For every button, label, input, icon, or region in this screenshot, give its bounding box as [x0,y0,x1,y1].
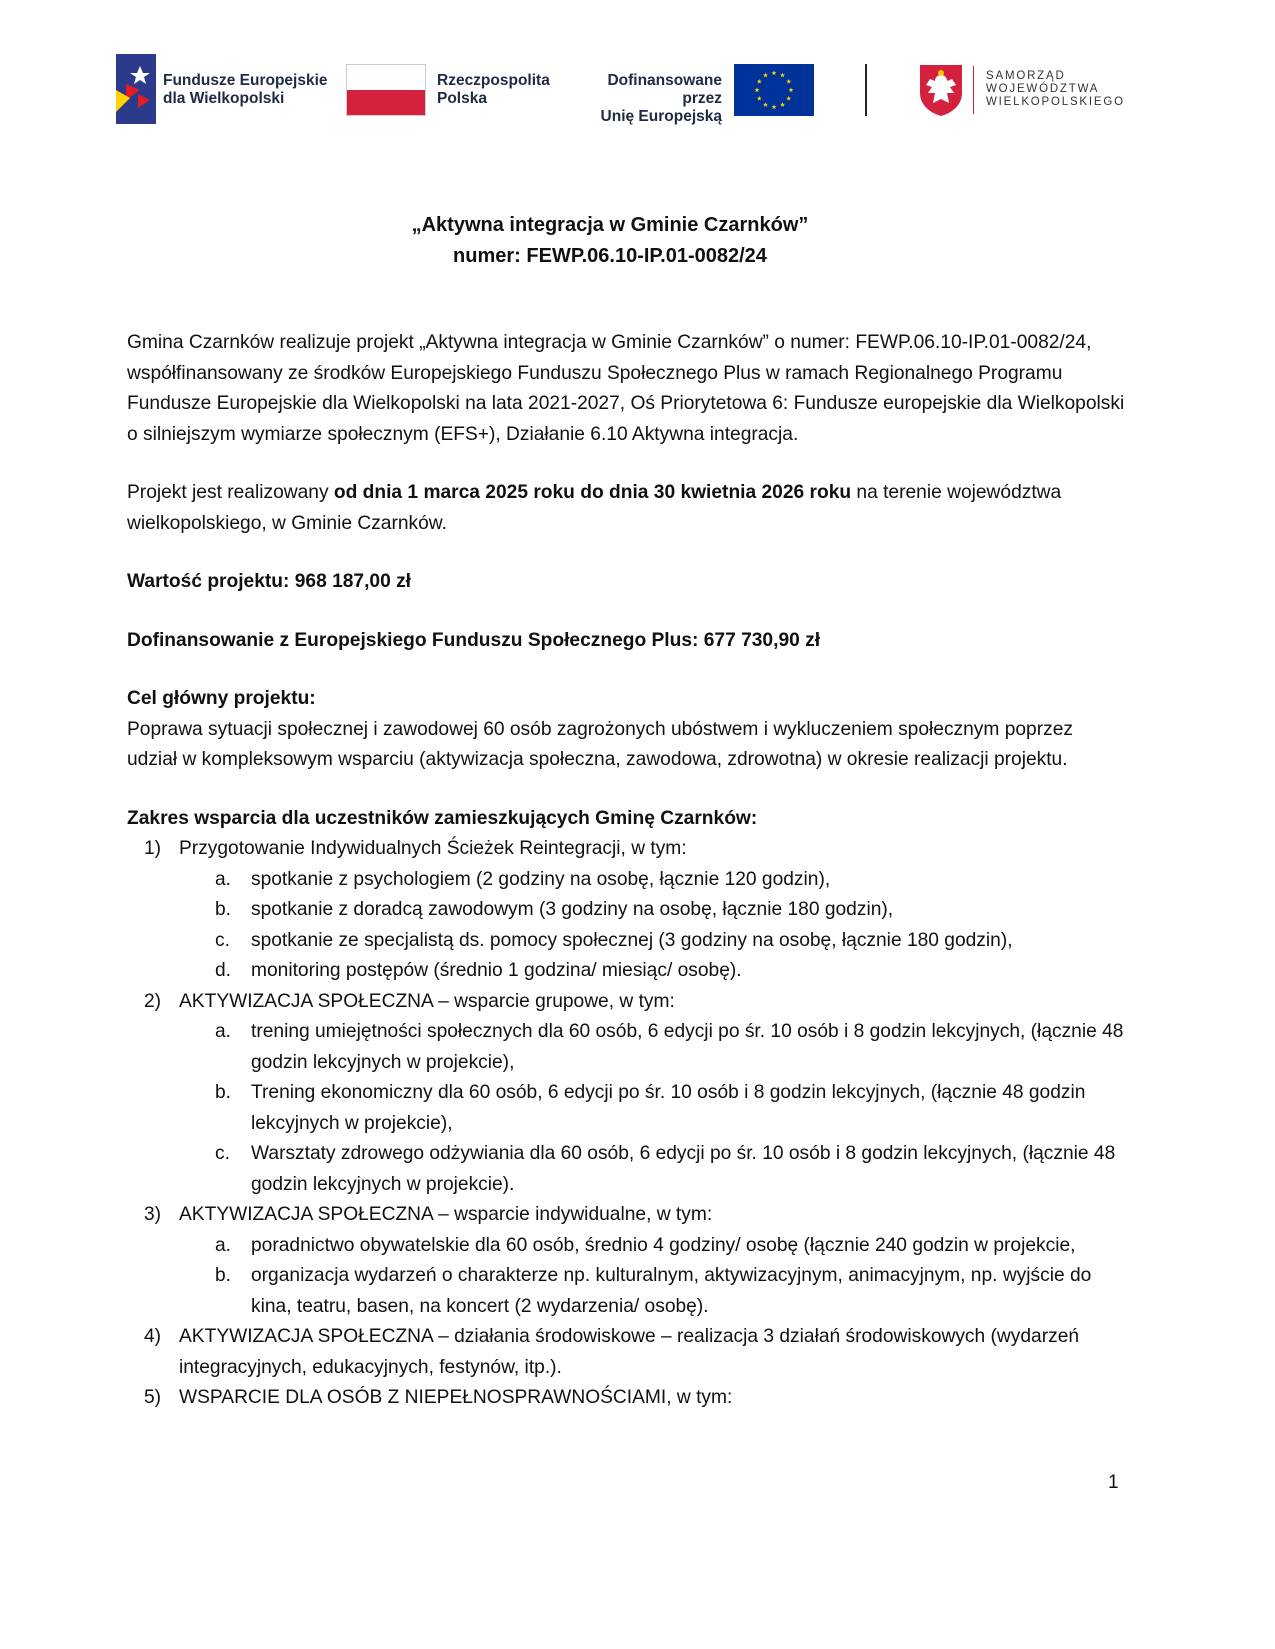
eu-logo-text [570,72,722,126]
project-value: Wartość projektu: 968 187,00 zł [127,571,412,592]
document-title [0,210,1220,272]
scope-item [179,834,1127,987]
wlkp-logo-text [986,70,1125,109]
logo-bar [0,0,1275,140]
logo-divider [865,64,867,116]
eu-logo-line2: Unię Europejską [600,108,722,125]
intro-paragraph: Gmina Czarnków realizuje projekt „Aktywna integracja w Gminie Czarnków” o numer: FEWP.06.10-IP.01-0082/24, współfinansowany ze środków Europejskiego Funduszu Społecznego Plus w ramach Regionalnego Programu Fundusze Europejskie dla Wielkopolski na lata 2021-2027, Oś Priorytetowa 6: Fundusze europejskie dla Wielkopolski o silniejszym wymiarze społecznym (EFS+), Działanie 6.10 Aktywna integracja. [127,332,1125,445]
project-funding: Dofinansowanie z Europejskiego Funduszu Społecznego Plus: 677 730,90 zł [127,629,821,651]
crest-separator [973,66,974,114]
fe-logo-line1: Fundusze Europejskie [163,72,328,89]
scope-item [179,1322,1127,1383]
scope-item [179,987,1127,1201]
scope-item-text: Przygotowanie Indywidualnych Ścieżek Reintegracji, w tym: [179,838,687,859]
scope-subitem: Trening ekonomiczny dla 60 osób, 6 edycji po śr. 10 osób i 8 godzin lekcyjnych, (łącznie 48 godzin lekcyjnych w projekcie), [251,1082,1086,1134]
period-text-before: Projekt jest realizowany [127,482,334,503]
scope-heading: Zakres wsparcia dla uczestników zamieszkujących Gminę Czarnków: [127,807,758,829]
document-body [127,328,1127,1414]
fe-logo-icon [116,54,156,124]
scope-subitem: organizacja wydarzeń o charakterze np. kulturalnym, aktywizacyjnym, animacyjnym, np. wyjście do kina, teatru, basen, na koncert (2 wydarzenia/ osobę). [251,1265,1092,1317]
scope-subitem: trening umiejętności społecznych dla 60 osób, 6 edycji po śr. 10 osób i 8 godzin lekcyjnych, (łącznie 48 godzin lekcyjnych w projekcie), [251,1021,1124,1073]
rp-logo-text [437,72,550,108]
scope-subitem: spotkanie ze specjalistą ds. pomocy społecznej (3 godziny na osobę, łącznie 180 godzin), [251,929,1013,951]
scope-list [127,834,1127,1414]
wlkp-logo-line2: WOJEWÓDZTWA [986,83,1100,95]
scope-subitem: Warsztaty zdrowego odżywiania dla 60 osób, 6 edycji po śr. 10 osób i 8 godzin lekcyjnych, (łącznie 48 godzin lekcyjnych w projekcie). [251,1143,1116,1195]
period-text-after: na terenie województwa wielkopolskiego, w Gminie Czarnków. [127,482,1062,534]
scope-item-text: AKTYWIZACJA SPOŁECZNA – działania środowiskowe – realizacja 3 działań środowiskowych (wydarzeń integracyjnych, edukacyjnych, festynów, itp.). [179,1326,1080,1378]
fe-logo-line2: dla Wielkopolski [163,90,285,107]
scope-item [179,1200,1127,1322]
scope-item [179,1383,1127,1414]
title-line1: „Aktywna integracja w Gminie Czarnków” [411,214,809,236]
eu-flag-icon [734,64,814,116]
fe-logo-text [163,72,328,108]
wielkopolska-crest-icon [918,63,964,117]
scope-item-text: AKTYWIZACJA SPOŁECZNA – wsparcie grupowe, w tym: [179,990,675,1012]
period-dates: od dnia 1 marca 2025 roku do dnia 30 kwietnia 2026 roku [333,482,852,503]
wlkp-logo-line1: SAMORZĄD [986,70,1066,82]
rp-logo-line1: Rzeczpospolita [437,72,550,89]
goal-text: Poprawa sytuacji społecznej i zawodowej 60 osób zagrożonych ubóstwem i wykluczeniem społecznym poprzez udział w kompleksowym wsparciu (aktywizacja społeczna, zawodowa, zdrowotna) w okresie realizacji projektu. [127,718,1073,770]
scope-subitem: spotkanie z psychologiem (2 godziny na osobę, łącznie 120 godzin), [251,868,831,890]
scope-item-text: WSPARCIE DLA OSÓB Z NIEPEŁNOSPRAWNOŚCIAMI, w tym: [179,1387,733,1408]
page-number: 1 [1108,1472,1119,1493]
goal-heading: Cel główny projektu: [127,688,316,709]
period-paragraph [127,478,1127,539]
scope-subitem: monitoring postępów (średnio 1 godzina/ miesiąc/ osobę). [251,960,742,981]
scope-subitem: poradnictwo obywatelskie dla 60 osób, średnio 4 godziny/ osobę (łącznie 240 godzin w projekcie, [251,1234,1076,1256]
scope-item-text: AKTYWIZACJA SPOŁECZNA – wsparcie indywidualne, w tym: [179,1204,713,1225]
scope-sublist [179,1231,1127,1323]
polish-flag-icon [346,64,426,116]
title-project-number: numer: FEWP.06.10-IP.01-0082/24 [453,245,767,267]
scope-subitem: spotkanie z doradcą zawodowym (3 godziny na osobę, łącznie 180 godzin), [251,899,894,920]
rp-logo-line2: Polska [437,90,487,107]
scope-sublist [179,865,1127,987]
wlkp-logo-line3: WIELKOPOLSKIEGO [986,96,1125,108]
scope-sublist [179,1017,1127,1200]
eu-logo-line1: Dofinansowane przez [607,72,722,107]
